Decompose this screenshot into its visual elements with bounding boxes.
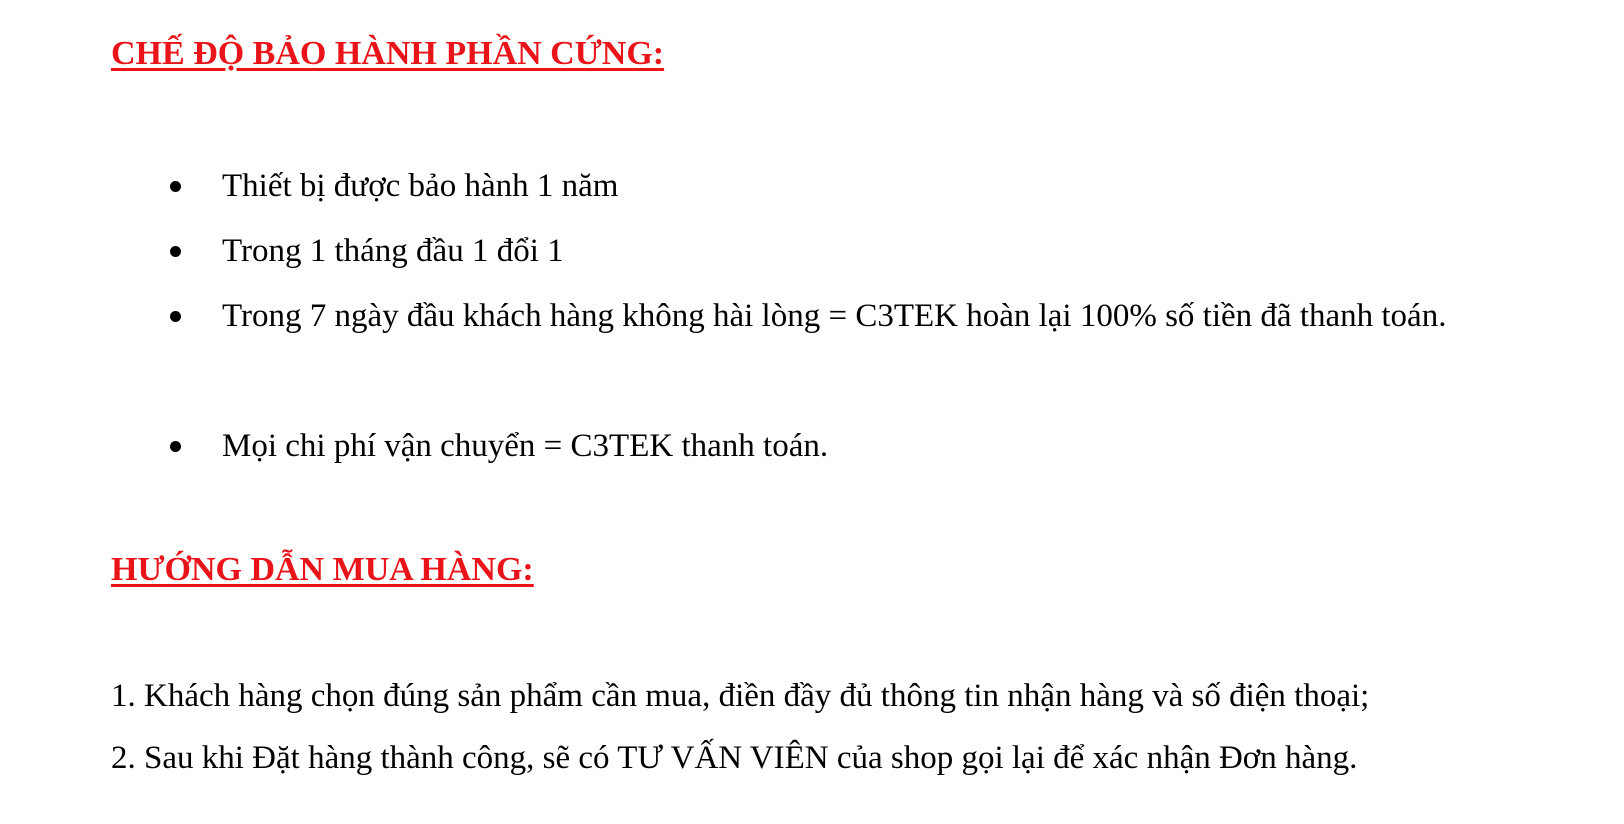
warranty-heading: CHẾ ĐỘ BẢO HÀNH PHẦN CỨNG: <box>111 35 665 72</box>
bullet-icon <box>170 246 181 257</box>
purchase-step: 1. Khách hàng chọn đúng sản phẩm cần mua, điền đầy đủ thông tin nhận hàng và số điện thoại; <box>111 678 1370 714</box>
bullet-icon <box>170 181 181 192</box>
list-item-text: Trong 7 ngày đầu khách hàng không hài lòng = C3TEK hoàn lại 100% số tiền đã thanh toán. <box>222 298 1447 334</box>
list-item-text: Trong 1 tháng đầu 1 đổi 1 <box>222 233 564 269</box>
bullet-icon <box>170 311 181 322</box>
bullet-icon <box>170 441 181 452</box>
list-item-text: Thiết bị được bảo hành 1 năm <box>222 168 619 204</box>
purchase-steps-list <box>111 665 1369 789</box>
list-item-text: Mọi chi phí vận chuyển = C3TEK thanh toán. <box>222 428 829 464</box>
purchase-step: 2. Sau khi Đặt hàng thành công, sẽ có TƯ VẤN VIÊN của shop gọi lại để xác nhận Đơn hàng. <box>111 740 1358 776</box>
purchase-guide-heading: HƯỚNG DẪN MUA HÀNG: <box>111 551 534 588</box>
